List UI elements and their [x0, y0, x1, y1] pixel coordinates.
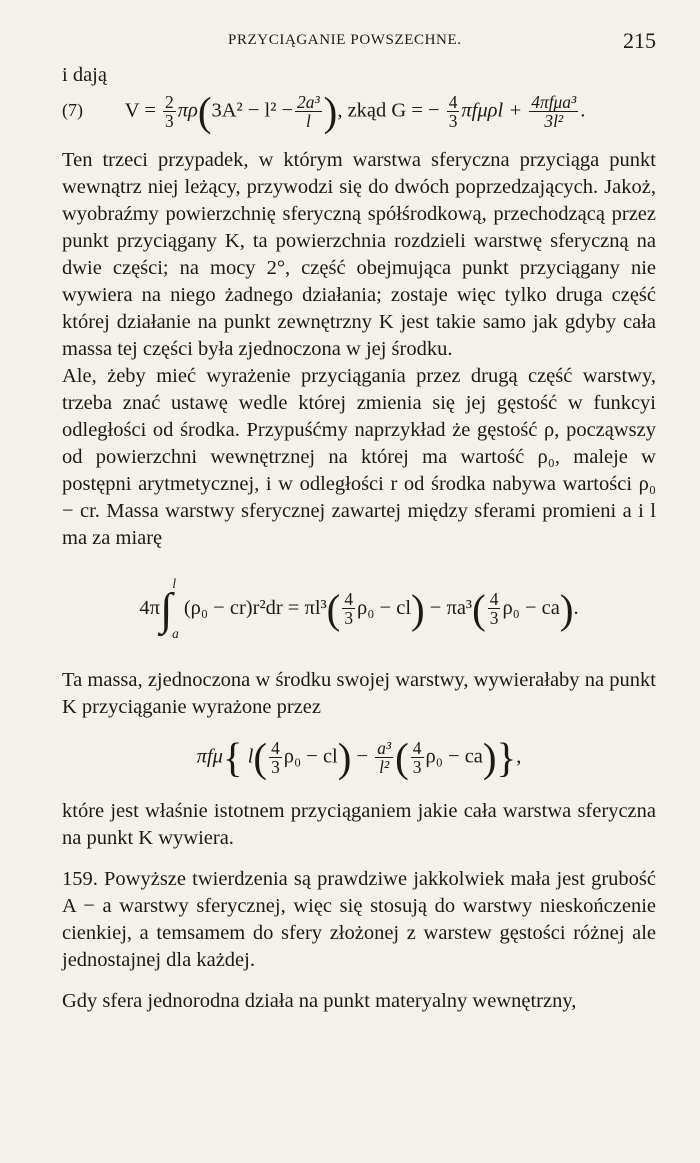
attr-l: l	[247, 745, 254, 768]
paragraph-3: Ta massa, zjednoczona w środku swojej warstwy, wywierałaby na punkt K przyciąganie wyrażone przez	[62, 668, 656, 718]
equation-attraction: πfμ{ l( $\frac{4}{3}$ ρ₀ − cl) − $\frac{\text{a³}}{\text{l²}}$ ( $\frac{4}{3}$ ρ₀ − ca)},	[196, 733, 522, 780]
equation-mass: 4π∫la (ρ₀ − cr)r²dr = πl³( $\frac{4}{3}$ ρ₀ − cl) − πa³( $\frac{4}{3}$ ρ₀ − ca).	[62, 570, 656, 647]
eq7-body-start: 3A² − l² −	[211, 99, 294, 122]
eq7-end: .	[580, 99, 586, 122]
eq7-term-2: πfμρl +	[461, 99, 523, 122]
equation-7: (7) V = $\frac{2}{3}$ πρ(3A² − l² − $\frac{\text{2a³}}{l}$ ), zkąd G = − $\frac{4}{3}$ πfμρl + $\frac{\text{4πfμa³}}{\text{3l²}}$ .	[62, 88, 586, 135]
attr-frac-2: $\frac{\text{a³}}{\text{l²}}$	[377, 737, 392, 777]
page-number: 215	[623, 28, 656, 53]
equation-number: (7)	[62, 100, 83, 121]
paragraph-2: Ale, żeby mieć wyrażenie przyciągania przez drugą część warstwy, trzeba znać ustawę wedle której zmienia się jej gęstość w funkcyi odległości od środka. Przypuśćmy naprzykład że gęstość ρ, począwszy od powierzchni wewnętrznej na której ma wartość ρ₀, maleje w postępni arytmetycznej, i w odległości r od środka nabywa wartości ρ₀ − cr. Massa warstwy sferycznej zawartej między sferami promieni a i l ma za miarę	[62, 364, 656, 549]
attr-end: ,	[516, 745, 522, 768]
mass-integrand: (ρ₀ − cr)r²dr = πl³	[183, 596, 327, 619]
eq7-frac-4: $\frac{\text{4πfμa³}}{\text{3l²}}$	[531, 92, 577, 132]
attr-frac-1: $\frac{4}{3}$	[271, 737, 280, 777]
eq7-comma: ,	[337, 99, 343, 122]
eq7-pi-rho: πρ	[177, 99, 198, 122]
mass-end: .	[573, 596, 579, 619]
integral-upper-limit: l	[172, 575, 177, 591]
attr-coef: πfμ	[196, 745, 223, 768]
integral-lower-limit: a	[172, 625, 179, 641]
paragraph-6: Gdy sfera jednorodna działa na punkt materyalny wewnętrzny,	[62, 990, 577, 1013]
eq7-lhs: V =	[124, 99, 156, 122]
eq7-zkad: zkąd G = −	[347, 99, 440, 122]
paragraph-5: 159. Powyższe twierdzenia są prawdziwe jakkolwiek mała jest grubość A − a warstwy sferycznej, więc się stosują do warstwy nieskończenie cienkiej, a temsamem do sfery złożonej z warstew gęstości różnej ale jednostajnej dla każdej.	[62, 868, 656, 972]
mass-coef: 4π	[139, 596, 160, 619]
paragraph-1: Ten trzeci przypadek, w którym warstwa sferyczna przyciąga punkt wewnątrz niej leżący, przywodzi się do dwóch poprzedzających. Jakoż, wyobraźmy powierzchnię sferyczną spółśrodkową, przechodzącą przez punkt przyciągany K, ta powierzchnia rozdzieli warstwę sferyczną na dwie części; na mocy 2°, część obejmująca punkt przyciągany nie wywiera na niego żadnego działania; zostaje więc tylko druga część której działanie na punkt zewnętrzny K jest takie samo jak gdyby cała massa tej części była zjednoczona w jej środku.	[62, 148, 656, 360]
attr-minus: −	[356, 745, 369, 768]
running-title: PRZYCIĄGANIE POWSZECHNE.	[228, 32, 462, 48]
attr-mid: ρ₀ − cl	[283, 745, 338, 768]
eq7-frac-2: $\frac{\text{2a³}}{l}$	[297, 92, 320, 132]
mass-end-term: ρ₀ − ca	[502, 596, 560, 619]
integral-sign: ∫	[160, 583, 173, 634]
intro-text: i dają	[62, 64, 107, 86]
page-body	[62, 62, 656, 1015]
running-head	[0, 30, 700, 54]
eq7-frac-1: $\frac{2}{3}$	[165, 92, 174, 132]
mass-mid: ρ₀ − cl	[357, 596, 412, 619]
attr-frac-3: $\frac{4}{3}$	[412, 737, 422, 777]
mass-minus: − πa³	[429, 596, 473, 619]
paragraph-4: które jest właśnie istotnem przyciąganiem jakie cała warstwa sferyczna na punkt K wywiera.	[62, 800, 656, 850]
mass-frac-1: $\frac{4}{3}$	[344, 589, 354, 629]
attr-end-term: ρ₀ − ca	[425, 745, 483, 768]
mass-frac-2: $\frac{4}{3}$	[489, 589, 499, 629]
eq7-frac-3: $\frac{4}{3}$	[448, 92, 458, 132]
